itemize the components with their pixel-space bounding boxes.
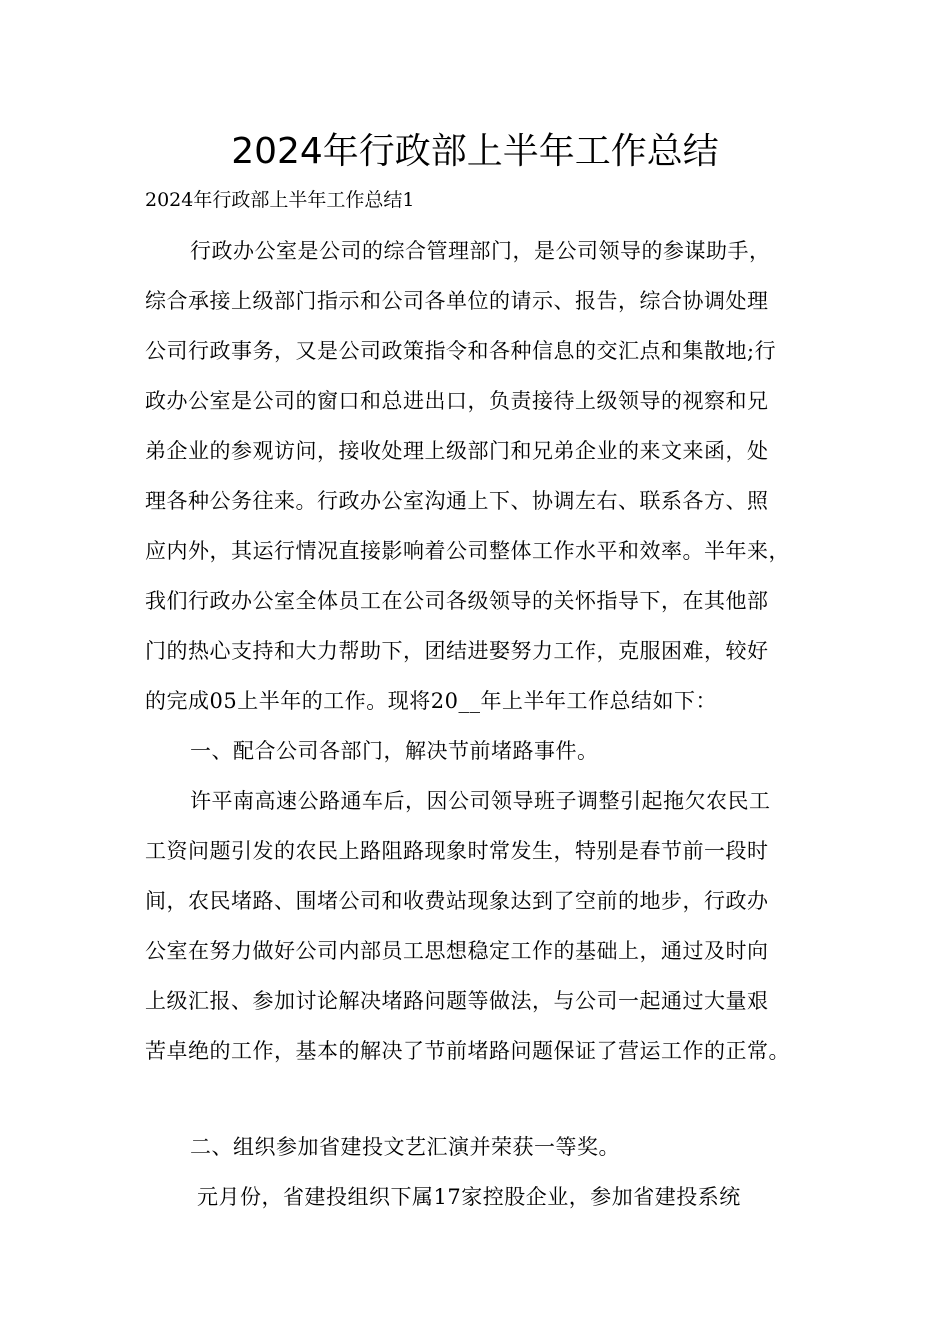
- paragraph-line: 我们行政办公室全体员工在公司各级领导的关怀指导下，在其他部: [145, 589, 769, 613]
- paragraph-line: 元月份，省建投组织下属17家控股企业，参加省建投系统: [197, 1185, 741, 1209]
- paragraph-line: 公司行政事务，又是公司政策指令和各种信息的交汇点和集散地;行: [145, 339, 777, 363]
- paragraph-line: 门的热心支持和大力帮助下，团结进娶努力工作，克服困难，较好: [145, 639, 769, 663]
- paragraph-line: 综合承接上级部门指示和公司各单位的请示、报告，综合协调处理: [145, 289, 769, 313]
- document-title: 2024年行政部上半年工作总结: [231, 131, 719, 172]
- paragraph-line: 上级汇报、参加讨论解决堵路问题等做法，与公司一起通过大量艰: [145, 989, 769, 1013]
- paragraph-line: 弟企业的参观访问，接收处理上级部门和兄弟企业的来文来函，处: [145, 439, 769, 463]
- section-heading: 二、组织参加省建投文艺汇演并荣获一等奖。: [190, 1135, 620, 1159]
- paragraph-line: 的完成05上半年的工作。现将20__年上半年工作总结如下：: [145, 689, 717, 713]
- paragraph-line: 理各种公务往来。行政办公室沟通上下、协调左右、联系各方、照: [145, 489, 769, 513]
- paragraph-line: 行政办公室是公司的综合管理部门，是公司领导的参谋助手，: [190, 239, 771, 263]
- paragraph-line: 工资问题引发的农民上路阻路现象时常发生，特别是春节前一段时: [145, 839, 769, 863]
- paragraph-line: 应内外，其运行情况直接影响着公司整体工作水平和效率。半年来，: [145, 539, 790, 563]
- document-subtitle: 2024年行政部上半年工作总结1: [145, 189, 415, 211]
- paragraph-line: 政办公室是公司的窗口和总进出口，负责接待上级领导的视察和兄: [145, 389, 769, 413]
- paragraph-line: 公室在努力做好公司内部员工思想稳定工作的基础上，通过及时向: [145, 939, 769, 963]
- paragraph-line: 间，农民堵路、围堵公司和收费站现象达到了空前的地步，行政办: [145, 889, 769, 913]
- paragraph-line: 许平南高速公路通车后，因公司领导班子调整引起拖欠农民工: [190, 789, 771, 813]
- section-heading: 一、配合公司各部门，解决节前堵路事件。: [190, 739, 599, 763]
- paragraph-line: 苦卓绝的工作，基本的解决了节前堵路问题保证了营运工作的正常。: [145, 1039, 790, 1063]
